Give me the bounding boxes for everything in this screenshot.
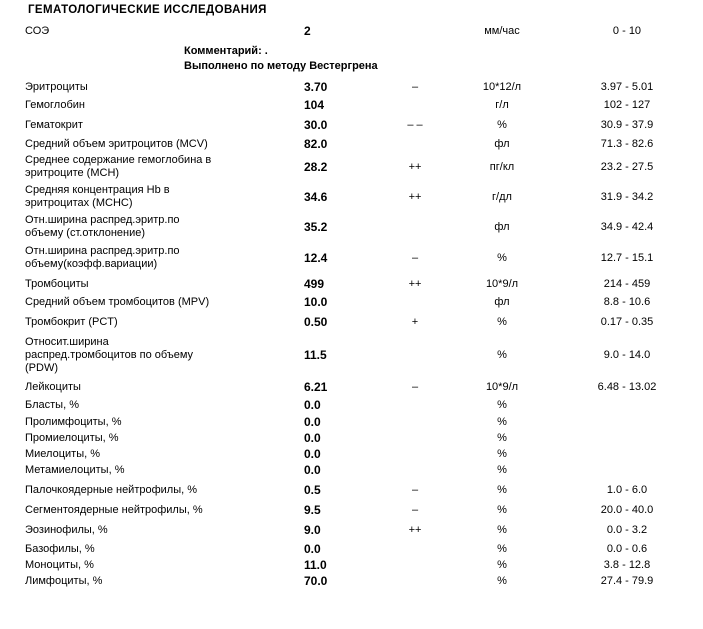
test-unit: % bbox=[497, 523, 507, 536]
test-value: 0.0 bbox=[304, 462, 321, 477]
reference-range: 8.8 - 10.6 bbox=[603, 295, 651, 308]
deviation-flag: ++ bbox=[408, 160, 422, 173]
reference-range: 102 - 127 bbox=[603, 98, 651, 111]
test-value: 0.0 bbox=[304, 430, 321, 445]
deviation-flag: ++ bbox=[408, 523, 422, 536]
test-name: Моноциты, % bbox=[25, 558, 94, 571]
reference-range: 1.0 - 6.0 bbox=[606, 483, 648, 496]
test-unit: мм/час bbox=[484, 24, 520, 37]
test-value: 0.0 bbox=[304, 541, 321, 556]
test-unit: 10*9/л bbox=[485, 380, 519, 393]
test-unit: % bbox=[497, 315, 507, 328]
test-name: Среднее содержание гемоглобина в bbox=[25, 154, 212, 166]
test-name: эритроците (MCH) bbox=[25, 167, 120, 179]
test-value: 3.70 bbox=[304, 79, 328, 94]
test-value: 499 bbox=[304, 276, 325, 291]
test-unit: % bbox=[497, 574, 507, 587]
test-unit: % bbox=[497, 483, 507, 496]
test-unit: % bbox=[497, 542, 507, 555]
test-name: объему(коэфф.вариации) bbox=[25, 258, 158, 270]
test-name: Тромбоциты bbox=[25, 277, 89, 290]
reference-range: 0 - 10 bbox=[612, 24, 642, 37]
test-name: Относит.ширина bbox=[25, 335, 109, 348]
test-unit: г/дл bbox=[492, 190, 512, 203]
reference-range: 71.3 - 82.6 bbox=[600, 137, 654, 150]
comment-line-2: Выполнено по методу Вестергрена bbox=[184, 60, 378, 72]
test-name: Миелоциты, % bbox=[25, 447, 101, 460]
test-name: Пролимфоциты, % bbox=[25, 415, 122, 428]
test-value: 35.2 bbox=[304, 219, 328, 234]
test-name: Палочкоядерные нейтрофилы, % bbox=[25, 483, 198, 496]
report-title: ГЕМАТОЛОГИЧЕСКИЕ ИССЛЕДОВАНИЯ bbox=[28, 4, 267, 16]
deviation-flag: – bbox=[411, 503, 419, 516]
test-name: СОЭ bbox=[25, 24, 50, 37]
test-unit: % bbox=[497, 348, 507, 361]
test-value: 34.6 bbox=[304, 189, 328, 204]
test-name: Гематокрит bbox=[25, 118, 83, 131]
test-unit: % bbox=[497, 558, 507, 571]
test-value: 12.4 bbox=[304, 250, 328, 265]
test-name: Базофилы, % bbox=[25, 542, 95, 555]
test-name: эритроцитах (MCHC) bbox=[25, 197, 133, 209]
test-name: Эозинофилы, % bbox=[25, 523, 108, 536]
test-name: Тромбокрит (PCT) bbox=[25, 315, 118, 328]
test-value: 6.21 bbox=[304, 379, 328, 394]
test-value: 0.50 bbox=[304, 314, 328, 329]
test-name: распред.тромбоцитов по объему bbox=[25, 348, 194, 361]
test-value: 11.5 bbox=[304, 347, 327, 362]
test-name: Средний объем тромбоцитов (MPV) bbox=[25, 295, 210, 308]
test-value: 2 bbox=[304, 23, 311, 38]
test-unit: фл bbox=[494, 220, 510, 233]
test-value: 70.0 bbox=[304, 573, 328, 588]
test-value: 0.0 bbox=[304, 414, 321, 429]
reference-range: 3.8 - 12.8 bbox=[603, 558, 651, 571]
test-value: 10.0 bbox=[304, 294, 328, 309]
test-value: 28.2 bbox=[304, 159, 328, 174]
test-unit: % bbox=[497, 415, 507, 428]
deviation-flag: ++ bbox=[408, 190, 422, 203]
reference-range: 23.2 - 27.5 bbox=[600, 160, 654, 173]
deviation-flag: – bbox=[411, 80, 419, 93]
reference-range: 0.0 - 3.2 bbox=[606, 523, 648, 536]
test-value: 11.0 bbox=[304, 557, 327, 572]
test-name: Средний объем эритроцитов (MCV) bbox=[25, 137, 208, 150]
test-value: 9.0 bbox=[304, 522, 321, 537]
reference-range: 0.17 - 0.35 bbox=[600, 315, 654, 328]
reference-range: 9.0 - 14.0 bbox=[603, 348, 651, 361]
test-value: 82.0 bbox=[304, 136, 328, 151]
test-name: Отн.ширина распред.эритр.по bbox=[25, 214, 180, 226]
test-name: (PDW) bbox=[25, 361, 58, 374]
deviation-flag: ++ bbox=[408, 277, 422, 290]
test-name: Сегментоядерные нейтрофилы, % bbox=[25, 503, 203, 516]
test-value: 0.0 bbox=[304, 397, 321, 412]
test-unit: % bbox=[497, 463, 507, 476]
deviation-flag: – bbox=[411, 483, 419, 496]
reference-range: 6.48 - 13.02 bbox=[597, 380, 657, 393]
reference-range: 0.0 - 0.6 bbox=[606, 542, 648, 555]
comment-line-1: Комментарий: . bbox=[184, 45, 268, 57]
test-unit: 10*9/л bbox=[485, 277, 519, 290]
reference-range: 20.0 - 40.0 bbox=[600, 503, 654, 516]
test-unit: фл bbox=[494, 295, 510, 308]
test-name: Гемоглобин bbox=[25, 98, 85, 111]
test-unit: % bbox=[497, 447, 507, 460]
test-name: Промиелоциты, % bbox=[25, 431, 119, 444]
test-name: объему (ст.отклонение) bbox=[25, 227, 146, 239]
deviation-flag: – bbox=[411, 251, 419, 264]
test-value: 9.5 bbox=[304, 502, 321, 517]
deviation-flag: – – bbox=[407, 118, 423, 131]
reference-range: 12.7 - 15.1 bbox=[600, 251, 654, 264]
test-name: Средняя концентрация Hb в bbox=[25, 184, 170, 196]
reference-range: 31.9 - 34.2 bbox=[600, 190, 654, 203]
test-unit: % bbox=[497, 503, 507, 516]
reference-range: 27.4 - 79.9 bbox=[600, 574, 654, 587]
test-unit: фл bbox=[494, 137, 510, 150]
test-value: 104 bbox=[304, 97, 325, 112]
test-unit: пг/кл bbox=[489, 160, 515, 173]
test-unit: % bbox=[497, 118, 507, 131]
test-name: Лейкоциты bbox=[25, 380, 81, 393]
test-name: Лимфоциты, % bbox=[25, 574, 103, 587]
reference-range: 214 - 459 bbox=[603, 277, 651, 290]
test-name: Эритроциты bbox=[25, 80, 88, 93]
test-unit: % bbox=[497, 251, 507, 264]
test-unit: % bbox=[497, 398, 507, 411]
test-value: 0.5 bbox=[304, 482, 321, 497]
test-unit: г/л bbox=[495, 98, 509, 111]
deviation-flag: + bbox=[411, 315, 419, 328]
test-name: Отн.ширина распред.эритр.по bbox=[25, 245, 180, 257]
reference-range: 34.9 - 42.4 bbox=[600, 220, 654, 233]
test-unit: 10*12/л bbox=[482, 80, 522, 93]
test-value: 30.0 bbox=[304, 117, 328, 132]
test-name: Метамиелоциты, % bbox=[25, 463, 125, 476]
reference-range: 30.9 - 37.9 bbox=[600, 118, 654, 131]
deviation-flag: – bbox=[411, 380, 419, 393]
test-unit: % bbox=[497, 431, 507, 444]
test-name: Бласты, % bbox=[25, 398, 79, 411]
test-value: 0.0 bbox=[304, 446, 321, 461]
reference-range: 3.97 - 5.01 bbox=[600, 80, 654, 93]
